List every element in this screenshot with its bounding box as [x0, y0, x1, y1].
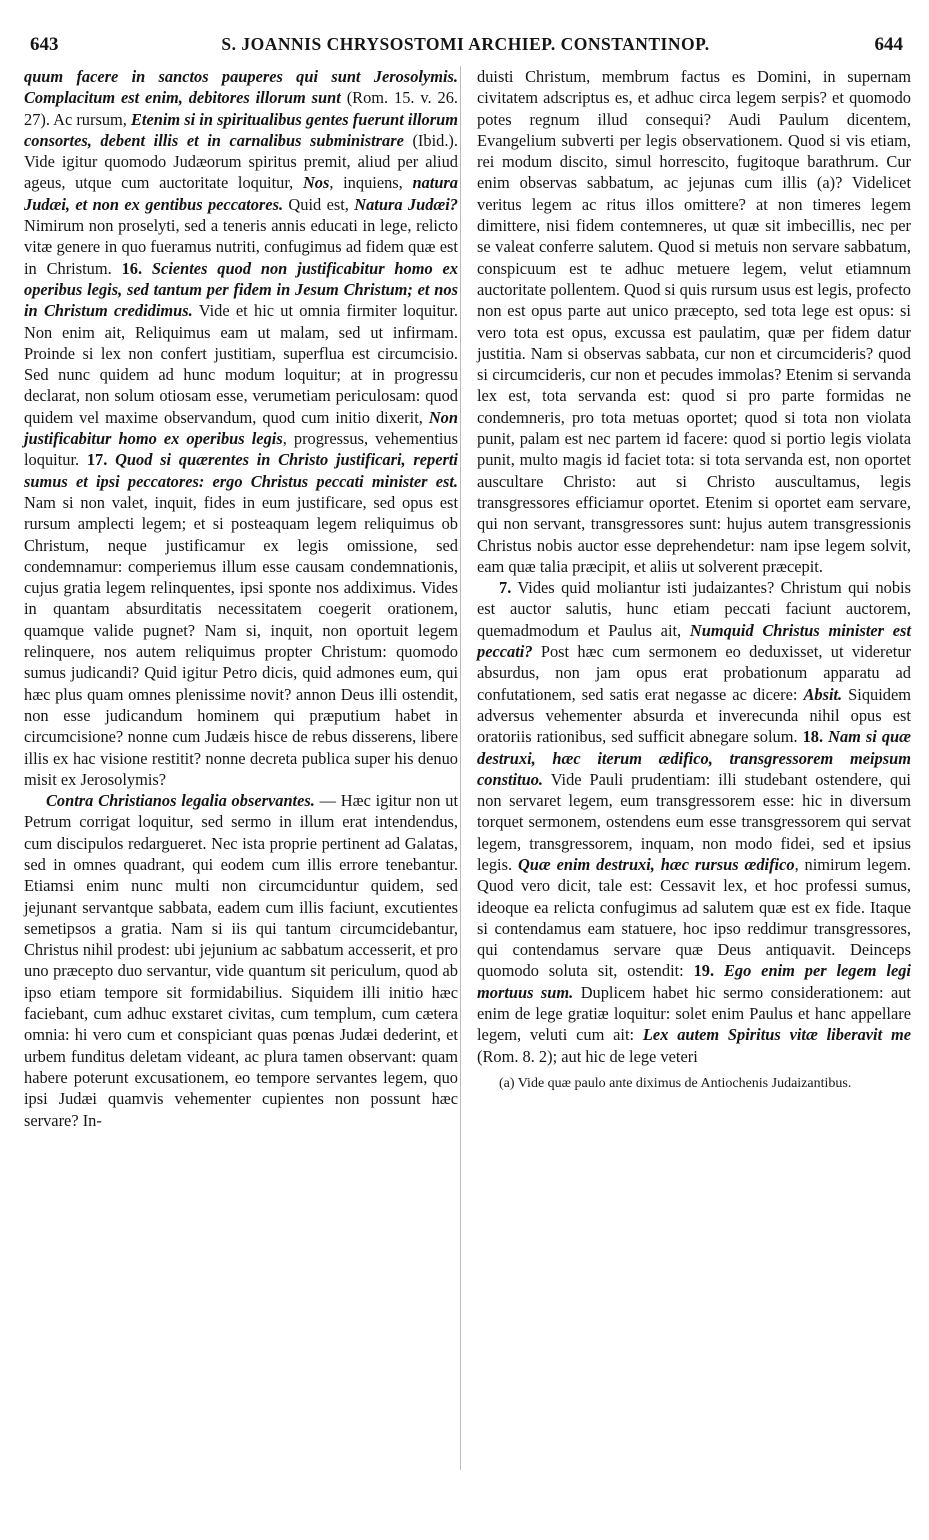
verse-number: 18.	[802, 727, 824, 747]
italic-run: Ego enim per legem legi mortuus sum.	[477, 961, 911, 1002]
text-run: Nam si non valet, inquit, fides in eum justificare, sed opus est rursum amplecti legem; et si posteaquam legem reliquimus ob Christum, neque justificamur ex legis omissione, sed condemnamur: comperiemus illum esse causam condemnationis, cujus gratia legem relinquentes, ipsi sponte nos addiximus. Vides in quantam absurditatis necessitatem coegerit orationem, quamque valide pugnet? Nam si, inquit, non oportuit legem relinquere, nos autem reliquimus propter Christum: quomodo sumus judicandi? Quid igitur Petro dicis, quid admones eum, qui hæc plus quam omnes plenissime novit? annon Deus illi ostendit, non esse judicandum hominem qui præputium habet in circumcisione? nonne cum Judæis hisce de rebus disserens, libere illis ex hac visione restitit? nonne decreta publica super his denuo misit ex Jerosolymis?	[24, 492, 458, 789]
text-run: (Rom. 15. v. 26. 27). Ac rursum,	[24, 88, 458, 129]
right-paragraph-1	[477, 66, 911, 577]
verse-number: 19.	[693, 961, 715, 981]
text-run	[107, 450, 115, 469]
text-run: duisti Christum, membrum factus es Domini, in supernam civitatem adscriptus es, et adhuc circa legem serpis? et quomodo potes regnum illud consequi? Audi Paulum dicentem, Evangelium subverti per legis observationem. Quod si vis etiam, rei modum discito, simul horrescito, fugitoque barathrum. Cur enim observas sabbatum, ac jejunas cum illis (a)? Videlicet veritus legem ac ritus illos omittere? at non timeres legem dimittere, nisi fidem contemneres, ut quæ sit imbecillis, nec per se valeat conferre salutem. Quod si metuis non servare sabbatum, conspicuum est te adhuc metuere legem, velut etiamnum auctoritate pollentem. Quod si quis rursum usus est legis, profecto non est opus parte aut unico præcepto, sed tota lege est opus: si vero tota est opus, excussa est paulatim, quæ per fidem datur justitia. Nam si observas sabbata, cur non et circumcideris? quod si circumcideris, cur non et pecudes immolas? Etenim si servanda lex est, tota servanda est: quod si pro parte formidas ne condemneris, pro tota metuas oportet; quod si tota non violata punit, palam est nec partem id facere: quod si portio legis violata punit, multo magis id faciet tota: si tota servanda est, non oportet auscultare Christo: aut si Christo auscultamus, legis transgressores efficiamur oportet. Etenim si oportet eam servare, qui non servant, transgressores sunt: hujus autem transgressionis Christus nobis auctor esse deprehendetur: nam ipse legem solvit, eam quæ talia præcipit, et aliis ut solverent præcepit.	[477, 67, 911, 576]
text-run: Vides quid moliantur isti judaizantes? Christum qui nobis est auctor salutis, hunc etiam peccati faciunt auctorem, quemadmodum et Paulus ait,	[477, 578, 911, 640]
italic-run: Natura Judæi?	[354, 194, 459, 214]
italic-run: Lex autem Spiritus vitæ liberavit me	[642, 1025, 911, 1045]
page-number-right: 644	[874, 34, 903, 55]
page-number-left: 643	[30, 34, 59, 55]
text-run: Nimirum non proselyti, sed a teneris annis educati in lege, relicto vitæ genere in quo fueramus nutriti, confugimus ad fidem quæ est in Christum.	[24, 216, 458, 278]
verse-number: 7.	[499, 578, 512, 598]
text-run: Siquidem adversus vehementer absurda et inverecunda nihil opus est oratoriis rationibus, sed sufficit abnegare solum.	[477, 684, 911, 747]
text-run: , inquiens,	[329, 173, 413, 193]
italic-run: Scientes quod non justificabitur homo ex operibus legis, sed tantum per fidem in Jesum Christum; et nos in Christum credidimus.	[24, 258, 458, 321]
italic-run: natura Judæi, et non ex gentibus peccatores.	[24, 173, 459, 214]
italic-run: Quæ enim destruxi, hæc rursus ædifico	[517, 854, 795, 874]
left-paragraph-2	[24, 790, 458, 1131]
italic-run: Nam si quæ destruxi, hæc iterum ædifico, transgressorem meipsum constituo.	[477, 727, 911, 789]
italic-run: Nos	[302, 173, 330, 193]
left-paragraph-1	[24, 66, 458, 790]
verse-number: 16.	[121, 258, 143, 278]
right-column	[477, 66, 911, 1093]
running-title: S. JOANNIS CHRYSOSTOMI ARCHIEP. CONSTANTINOP.	[221, 34, 710, 54]
italic-run: Numquid Christus minister est peccati?	[477, 620, 911, 662]
right-paragraph-2	[477, 577, 911, 1067]
left-column	[24, 66, 458, 1131]
text-run	[714, 961, 724, 980]
column-divider	[460, 66, 461, 1470]
italic-run: Quod si quærentes in Christo justificari, reperti sumus et ipsi peccatores: ergo Christus peccati minister est.	[24, 450, 458, 491]
text-run: (Ibid.). Vide igitur quomodo Judæorum spiritus premit, aliud per aliud ageus, utque cum auctoritate loquitur,	[24, 130, 458, 193]
italic-run: Non justificabitur homo ex operibus legis	[24, 407, 458, 449]
page-header	[22, 34, 909, 58]
verse-number: 17.	[86, 450, 108, 470]
text-run: Quid est,	[283, 194, 355, 214]
italic-run: Etenim si in spiritualibus gentes fuerunt illorum consortes, debent illis et in carnalibus subministrare	[24, 109, 458, 150]
text-run: Vide Pauli prudentiam: illi studebant ostendere, qui non servaret legem, eum transgressorem esse: hic in diversum torquet sermonem, ostendens eum esse transgressorem qui servat legem, transgressorem, inquam, non modo fidei, sed et ipsius legis.	[477, 769, 911, 874]
text-run: Duplicem habet hic sermo considerationem: aut enim de lege gratiæ loquitur: solet enim Paulus et hanc appellare legem, veluti cum ait:	[477, 982, 911, 1045]
text-run	[142, 259, 152, 278]
italic-run: Contra Christianos legalia observantes.	[46, 791, 315, 811]
text-run: (Rom. 8. 2); aut hic de lege veteri	[477, 1046, 698, 1066]
text-run: — Hæc igitur non ut Petrum corrigat loquitur, sed sermo in illum erat intendendus, cum discipulos redargueret. Nec ista proprie pertinent ad Galatas, sed in omnes quadrant, qui eodem cum illis errore tenebantur. Etiamsi enim nunc multi non circumciduntur quidem, sed jejunant servantque sabbata, eadem cum illis faciunt, excutientes semetipsos a gratia. Nam si iis qui tantum circumcidebantur, Christus nihil prodest: ubi jejunium ac sabbatum accesserit, et pro uno præcepto duo servantur, vide quantum sit periculum, quod ab ipso etiam tempore sit formidabilius. Siquidem illi initio hæc faciebant, cum adhuc exstaret civitas, cum templum, cum cætera omnia: hi vero cum et conspiciant quas pœnas Judæi dederint, et urbem funditus deletam videant, ac plura tamen observant: quam habere poterunt excusationem, eo tempore servantes legem, quo ipsi Judæi quamvis vehementer cupientes non possunt hæc servare? In-	[24, 791, 458, 1130]
italic-run: quum facere in sanctos pauperes qui sunt Jerosolymis. Complacitum est enim, debitores illorum sunt	[24, 67, 458, 108]
text-run: , progressus, vehementius loquitur.	[24, 429, 458, 470]
text-run: Post hæc cum sermonem eo deduxisset, ut videretur absurdus, non jam opus erat probationum apparatu ad confutationem, sed satis erat negasse ac dicere:	[477, 642, 911, 704]
italic-run: Absit.	[803, 684, 843, 704]
footnote: (a) Vide quæ paulo ante diximus de Antiochenis Judaizantibus.	[499, 1075, 852, 1091]
text-run: Vide et hic ut omnia firmiter loquitur. Non enim ait, Reliquimus eam ut malam, sed ut infirmam. Proinde si lex non confert justitiam, superflua est circumcisio. Sed nunc quidem ad hunc modum loquitur; at in progressu declarat, non solum otiosam esse, verumetiam periculosam: quod quidem vel maxime observandum, quod cum initio dixerit,	[24, 301, 458, 427]
text-run: , nimirum legem. Quod vero dicit, tale est: Cessavit lex, et hoc professi sumus, ideoque ea relicta confugimus ad salutem quæ est ex fide. Itaque si contendamus eam statuere, hoc ipso reddimur transgressores, qui contendamus servare quæ Deus antiquavit. Deinceps quomodo soluta sit, ostendit:	[477, 854, 911, 981]
